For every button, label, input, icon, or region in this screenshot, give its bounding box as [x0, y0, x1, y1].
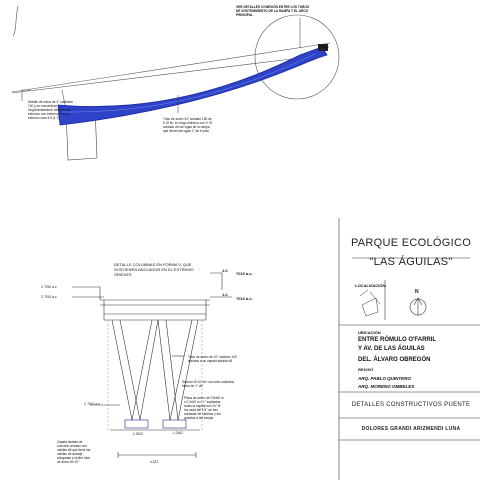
address-line-2: Y AV. DE LAS ÁGUILAS	[358, 346, 425, 352]
v-column-right-b	[166, 320, 178, 420]
project-subtitle: "LAS ÁGUILAS"	[369, 256, 453, 268]
level-left-mid: C 7010 a.c.	[41, 295, 58, 299]
author-1: ARQ. PABLO QUINTERO	[358, 376, 411, 381]
author-2: ARQ. MORENO OMBELES	[358, 384, 415, 389]
ramp-hatch	[62, 54, 315, 112]
note-top-connection: VER DETALLES CONEXIÓN ENTRE LOS TUBOS DE SOSTENIMIENTO DE LA RAMPA Y EL ARCO PRINCIPAL	[236, 5, 310, 17]
level-left-low: C 7010 a.c.	[84, 402, 101, 406]
ubicacion-label: UBICACIÓN	[358, 330, 381, 335]
level-right-1-line	[210, 273, 222, 290]
level-right-1b: 7010 a.c.	[236, 271, 253, 276]
note-right-tube: Tubo de acero 24" soldado 150 de fl. Ø fin. en largo extremo con 4" Ø soldado de las vigas de la rampa que llevan las vigas 1" de el pisu	[163, 117, 212, 133]
bottom-detail-title: DETALLE COLUMNAS EN FORMA V. QUE SOSTIENEN ANCLADOR EN EL EXTREMO ORIENTE	[114, 262, 194, 277]
v-column-left-b	[120, 320, 140, 420]
location-map	[360, 290, 380, 316]
author-label: REVISÓ	[358, 367, 374, 372]
north-arrow-icon	[410, 298, 426, 316]
note-left-tubes: Detalle de tubos de 4" soldados 100 y se encuentran longitudinalmente del extremo betónico con extremos en su extremo cara 4.5 (1.7)	[28, 100, 73, 120]
note-plates: Placa de acero de 0.64x0 m x 0.2x00 m x 1" sujetadas todas la zapata con 2V' Ø los cada del 1/4" de bes soldadas de cartelas y las granitas a las zanjas	[184, 396, 224, 420]
address-line-3: DEL. ÁLVARO OBREGÓN	[358, 357, 431, 363]
top-detail	[12, 6, 339, 160]
dim-right: -1.0162	[172, 431, 183, 435]
level-right-2b: 7010 a.c.	[236, 296, 253, 301]
location-label: LOCALIZACIÓN:	[355, 283, 387, 288]
dim-bottom: 4.322	[150, 460, 158, 464]
project-title: PARQUE ECOLÓGICO	[350, 237, 472, 249]
note-tubes: Tubo de acero de 10" soldado 140 anclado a un zapata aislada #8	[188, 355, 237, 363]
level-left-top: C 7010 a.c.	[41, 285, 58, 289]
blue-ramp	[58, 47, 327, 125]
address-line-1: ENTRE RÓMULO O'FARRIL	[358, 337, 437, 343]
footing-left	[125, 420, 148, 428]
level-right-2: 1.2	[222, 292, 228, 297]
level-right-1: 1.0	[222, 268, 228, 273]
note-footing: Zapata aislada de concreto armado con varillas #8 que tiene las varillas de anclaje ahogadas y recibe tubo de acero de 10"	[57, 440, 91, 464]
ground-line	[13, 6, 18, 36]
level-left-top-line	[72, 287, 100, 300]
students: DOLORES GRANDI ARIZMENDI LUNA	[361, 426, 461, 432]
tag-ramp-end: 1.50 m	[318, 45, 329, 49]
dim-left: -1.0022	[132, 432, 143, 436]
footing-right	[163, 420, 186, 428]
north-label: N	[415, 289, 419, 295]
note-section: Sección Ø 10 cm² con tubo soldados, tubos de 1" dd	[182, 380, 235, 388]
v-column-right-a	[158, 320, 170, 420]
bottom-detail	[72, 273, 232, 458]
sheet-title: DETALLES CONSTRUCTIVOS PUENTE	[351, 402, 471, 408]
